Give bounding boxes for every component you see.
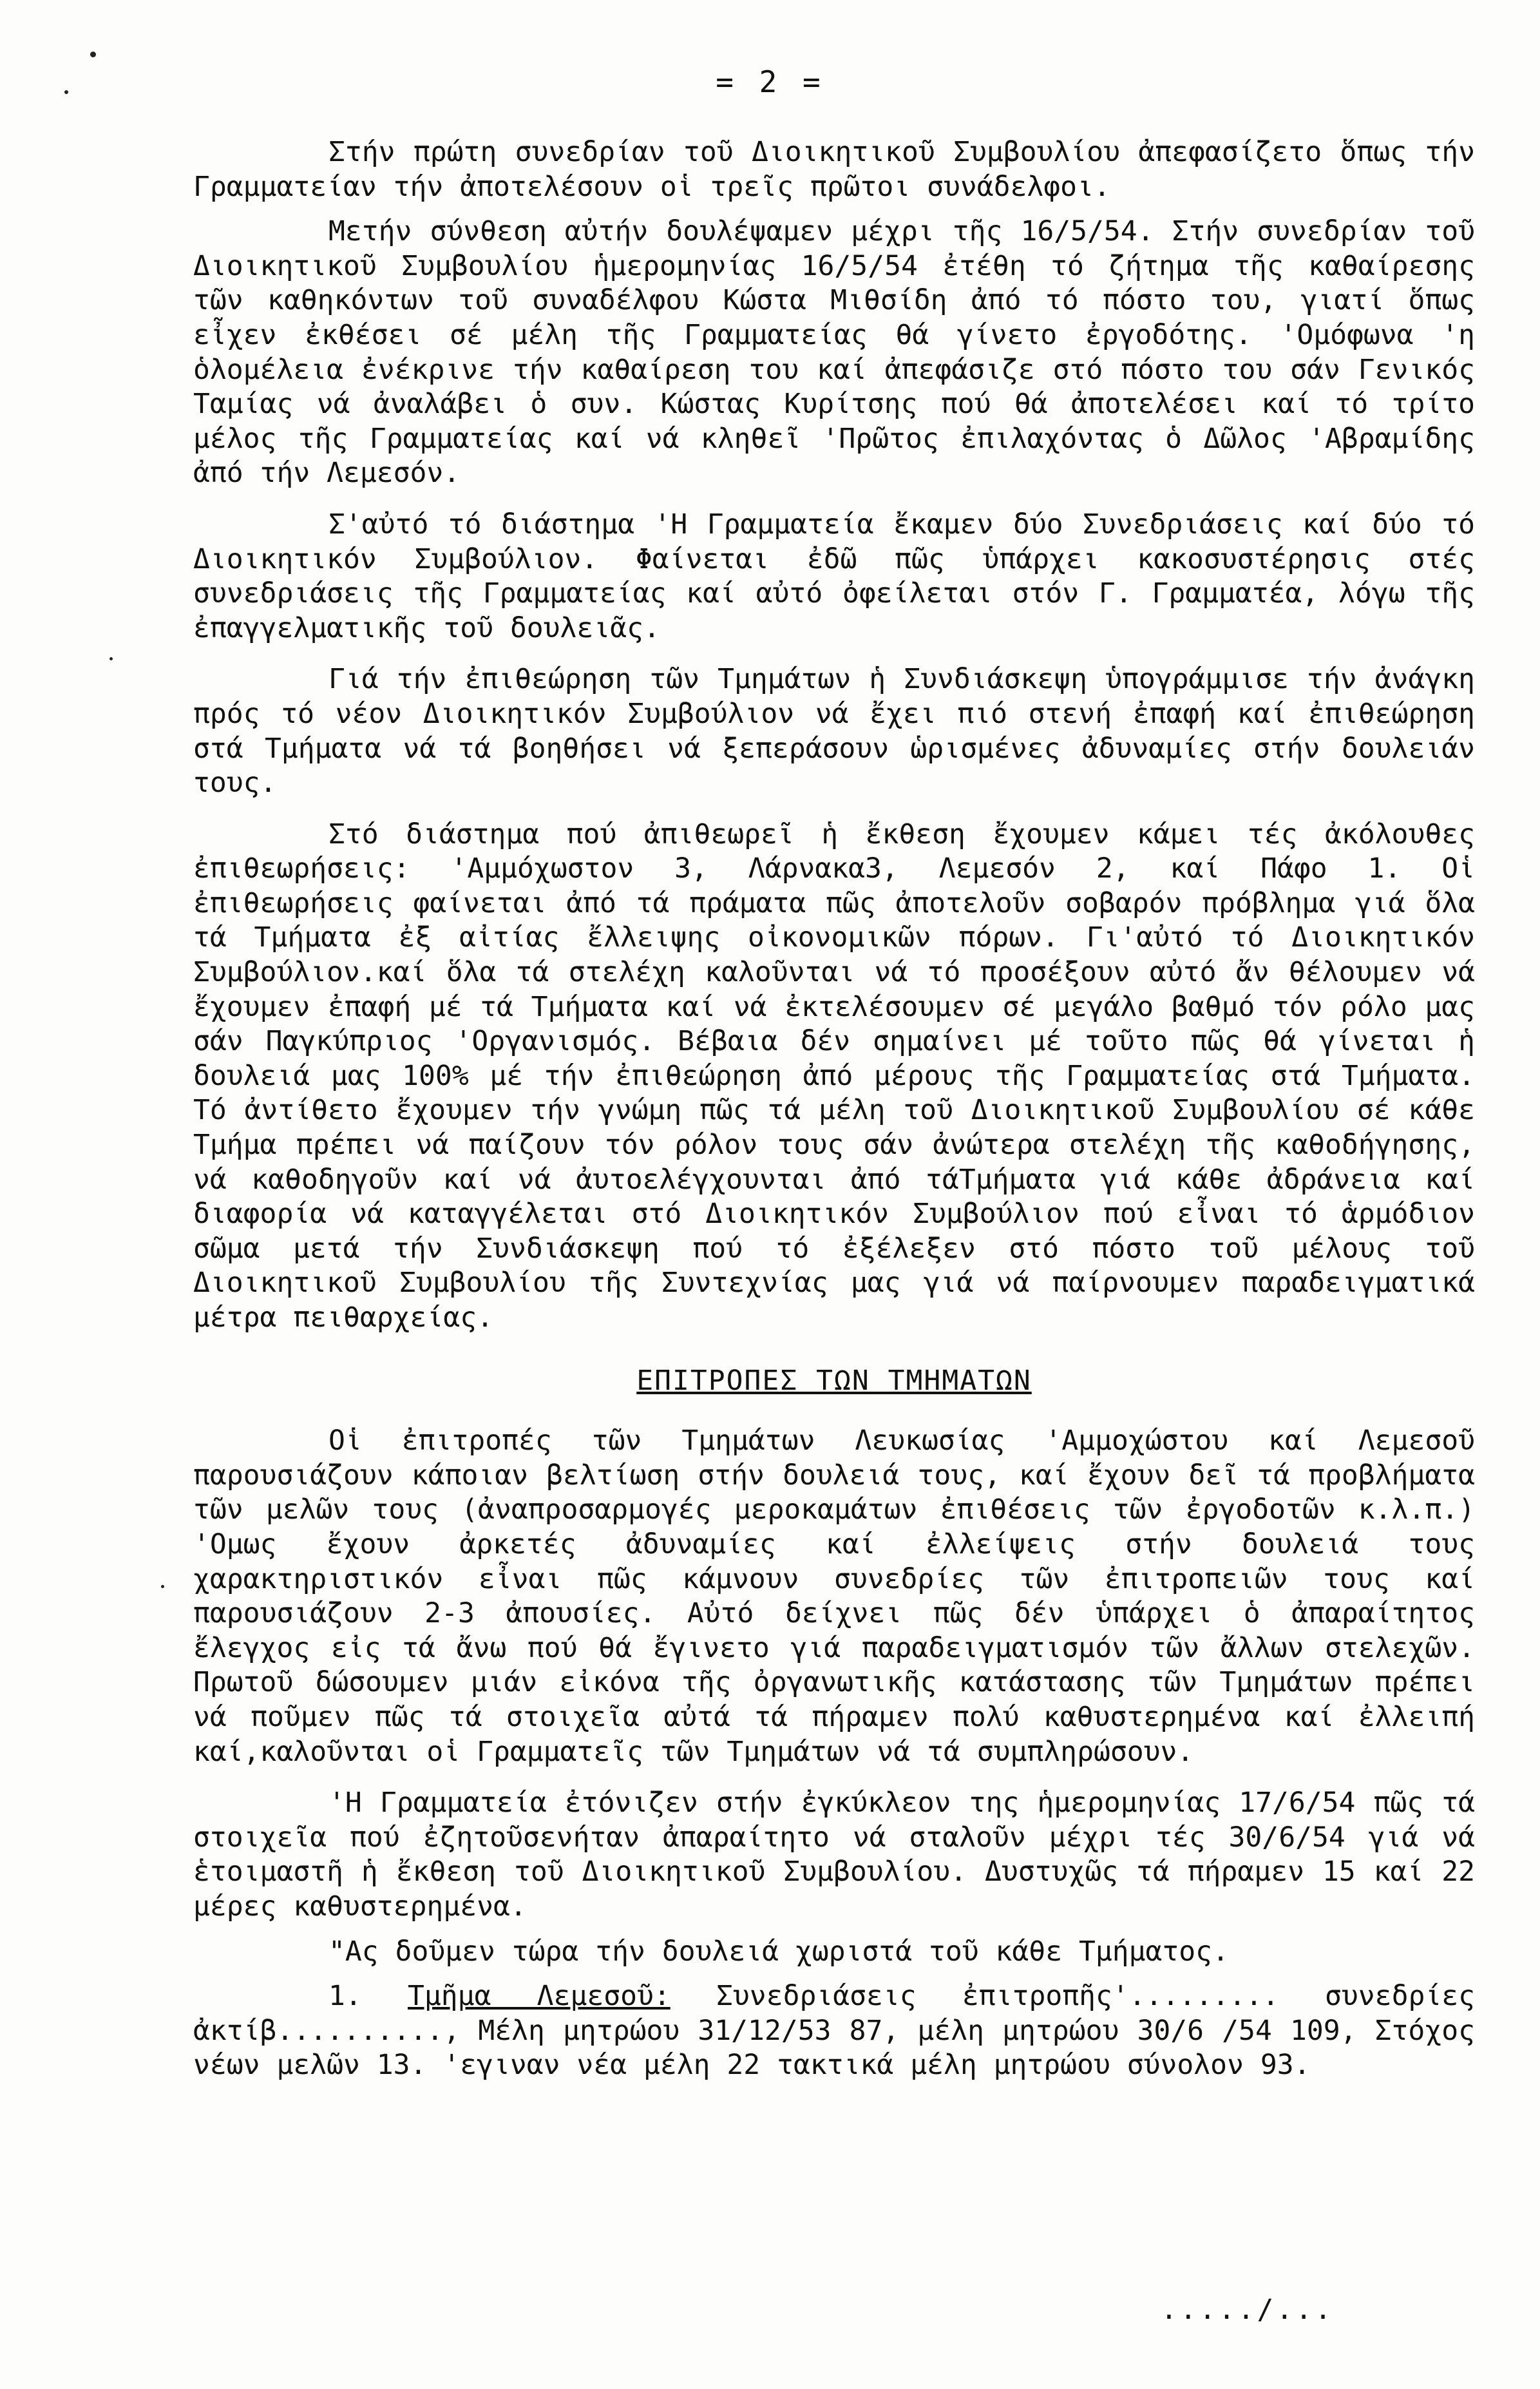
scan-speck — [90, 52, 96, 57]
page-number: = 2 = — [716, 64, 824, 99]
document-body — [193, 135, 1475, 2083]
paragraph: 'Η Γραμματεία ἐτόνιζεν στήν ἐγκύκλεον της ἡμερομηνίας 17/6/54 πῶς τά στοιχεῖα πού ἐζητοῦσενήταν ἀπαραίτητο νά σταλοῦν μέχρι τές 30/6/54 γιά νά ἑτοιμαστῆ ἡ ἔκθεση τοῦ Διοικητικοῦ Συμβουλίου. Δυστυχῶς τά πήραμεν 15 καί 22 μέρες καθυστερημένα. — [193, 1787, 1475, 1923]
scan-speck — [161, 1585, 164, 1588]
paragraph: Σ'αὐτό τό διάστημα 'Η Γραμματεία ἔκαμεν δύο Συνεδριάσεις καί δύο τό Διοικητικόν Συμβούλιον. Φαίνεται ἐδῶ πῶς ὑπάρχει κακοσυστέρησις στές συνεδριάσεις τῆς Γραμματείας καί αὐτό ὀφείλεται στόν Γ. Γραμματέα, λόγω τῆς ἐπαγγελματικῆς τοῦ δουλειᾶς. — [193, 508, 1475, 644]
list-item-number: 1. — [328, 1980, 362, 2013]
paragraph: Στήν πρώτη συνεδρίαν τοῦ Διοικητικοῦ Συμβουλίου ἀπεφασίζετο ὅπως τήν Γραμματείαν τήν ἀποτελέσουν οἱ τρεῖς πρῶτοι συνάδελφοι. — [193, 136, 1475, 203]
scan-speck — [64, 90, 68, 94]
section-heading: ΕΠΙΤΡΟΠΕΣ ΤΩΝ ΤΜΗΜΑΤΩΝ — [636, 1364, 1032, 1397]
continuation-mark: ...../... — [1161, 2294, 1334, 2326]
list-item — [193, 1979, 1475, 2083]
paragraph: Μετήν σύνθεση αὐτήν δουλέψαμεν μέχρι τῆς 16/5/54. Στήν συνεδρίαν τοῦ Διοικητικοῦ Συμβουλίου ἡμερομηνίας 16/5/54 ἐτέθη τό ζήτημα τῆς καθαίρεσης τῶν καθηκόντων τοῦ συναδέλφου Κώστα Μιθσίδη ἀπό τό πόστο του, γιατί ὅπως εἶχεν ἐκθέσει σέ μέλη τῆς Γραμματείας θά γίνετο ἐργοδότης. 'Ομόφωνα 'η ὁλομέλεια ἐνέκρινε τήν καθαίρεση του καί ἀπεφάσιζε στό πόστο του σάν Γενικός Ταμίας νά ἀναλάβει ὁ συν. Κώστας Κυρίτσης πού θά ἀποτελέσει καί τό τρίτο μέλος τῆς Γραμματείας καί νά κληθεῖ 'Πρῶτος ἐπιλαχόντας ὁ Δῶλος 'Αβραμίδης ἀπό τήν Λεμεσόν. — [193, 215, 1475, 490]
paragraph: Γιά τήν ἐπιθεώρηση τῶν Τμημάτων ἡ Συνδιάσκεψη ὑπογράμμισε τήν ἀνάγκη πρός τό νέον Διοικητικόν Συμβούλιον νά ἔχει πιό στενή ἐπαφή καί ἐπιθεώρηση στά Τμήματα νά τά βοηθήσει νά ξεπεράσουν ὡρισμένες ἀδυναμίες στήν δουλειάν τους. — [193, 663, 1475, 800]
list-item-title: Τμῆμα Λεμεσοῦ: — [408, 1980, 670, 2013]
list-item-text: Συνεδριάσεις ἐπιτροπῆς'......... συνεδρίες ἀκτίβ.........., Μέλη μητρώου 31/12/53 87, μέλη μητρώου 30/6 /54 109, Στόχος νέων μελῶν 13. 'εγιναν νέα μέλη 22 τακτικά μέλη μητρώου σύνολον 93. — [193, 1980, 1476, 2082]
paragraph: "Ας δοῦμεν τώρα τήν δουλειά χωριστά τοῦ κάθε Τμήματος. — [328, 1935, 1229, 1968]
scan-speck — [109, 657, 113, 660]
paragraph: Στό διάστημα πού ἀπιθεωρεῖ ἡ ἔκθεση ἔχουμεν κάμει τές ἀκόλουθες ἐπιθεωρήσεις: 'Αμμόχωστον 3, Λάρνακα3, Λεμεσόν 2, καί Πάφο 1. Οἱ ἐπιθεωρήσεις φαίνεται ἀπό τά πράματα πῶς ἀποτελοῦν σοβαρόν πρόβλημα γιά ὅλα τά Τμήματα ἐξ αἰτίας ἔλλειψης οἰκονομικῶν πόρων. Γι'αὐτό τό Διοικητικόν Συμβούλιον.καί ὅλα τά στελέχη καλοῦνται νά τό προσέξουν αὐτό ἄν θέλουμεν νά ἔχουμεν ἐπαφή μέ τά Τμήματα καί νά ἐκτελέσουμεν σέ μεγάλο βαθμό τόν ρόλο μας σάν Παγκύπριος 'Οργανισμός. Βέβαια δέν σημαίνει μέ τοῦτο πῶς θά γίνεται ἡ δουλειά μας 100% μέ τήν ἐπιθεώρηση ἀπό μέρους τῆς Γραμματείας στά Τμήματα. Τό ἀντίθετο ἔχουμεν τήν γνώμη πῶς τά μέλη τοῦ Διοικητικοῦ Συμβουλίου σέ κάθε Τμήμα πρέπει νά παίζουν τόν ρόλον τους σάν ἀνώτερα στελέχη τῆς καθοδήγησης, νά καθοδηγοῦν καί νά ἀυτοελέγχουνται ἀπό τάΤμήματα γιά κάθε ἀδράνεια καί διαφορία νά καταγγέλεται στό Διοικητικόν Συμβούλιον πού εἶναι τό ἁρμόδιον σῶμα μετά τήν Συνδιάσκεψη πού τό ἐξέλεξεν στό πόστο τοῦ μέλους τοῦ Διοικητικοῦ Συμβουλίου τῆς Συντεχνίας μας γιά νά παίρνουμεν παραδειγματικά μέτρα πειθαρχείας. — [193, 818, 1475, 1334]
paragraph: Οἱ ἐπιτροπές τῶν Τμημάτων Λευκωσίας 'Αμμοχώστου καί Λεμεσοῦ παρουσιάζουν κάποιαν βελτίωση στήν δουλειά τους, καί ἔχουν δεῖ τά προβλήματα τῶν μελῶν τους (ἀναπροσαρμογές μεροκαμάτων ἐπιθέσεις τῶν ἐργοδοτῶν κ.λ.π.) 'Ομως ἔχουν ἀρκετές ἀδυναμίες καί ἐλλείψεις στήν δουλειά τους χαρακτηριστικόν εἶναι πῶς κάμνουν συνεδρίες τῶν ἐπιτροπειῶν τους καί παρουσιάζουν 2-3 ἀπουσίες. Αὐτό δείχνει πῶς δέν ὑπάρχει ὁ ἀπαραίτητος ἔλεγχος εἰς τά ἄνω πού θά ἔγινετο γιά παραδειγματισμόν τῶν ἄλλων στελεχῶν. Πρωτοῦ δώσουμεν μιάν εἰκόνα τῆς ὀργανωτικῆς κατάστασης τῶν Τμημάτων πρέπει νά ποῦμεν πῶς τά στοιχεῖα αὐτά τά πήραμεν πολύ καθυστερημένα καί ἐλλειπή καί,καλοῦνται οἱ Γραμματεῖς τῶν Τμημάτων νά τά συμπληρώσουν. — [193, 1425, 1475, 1768]
